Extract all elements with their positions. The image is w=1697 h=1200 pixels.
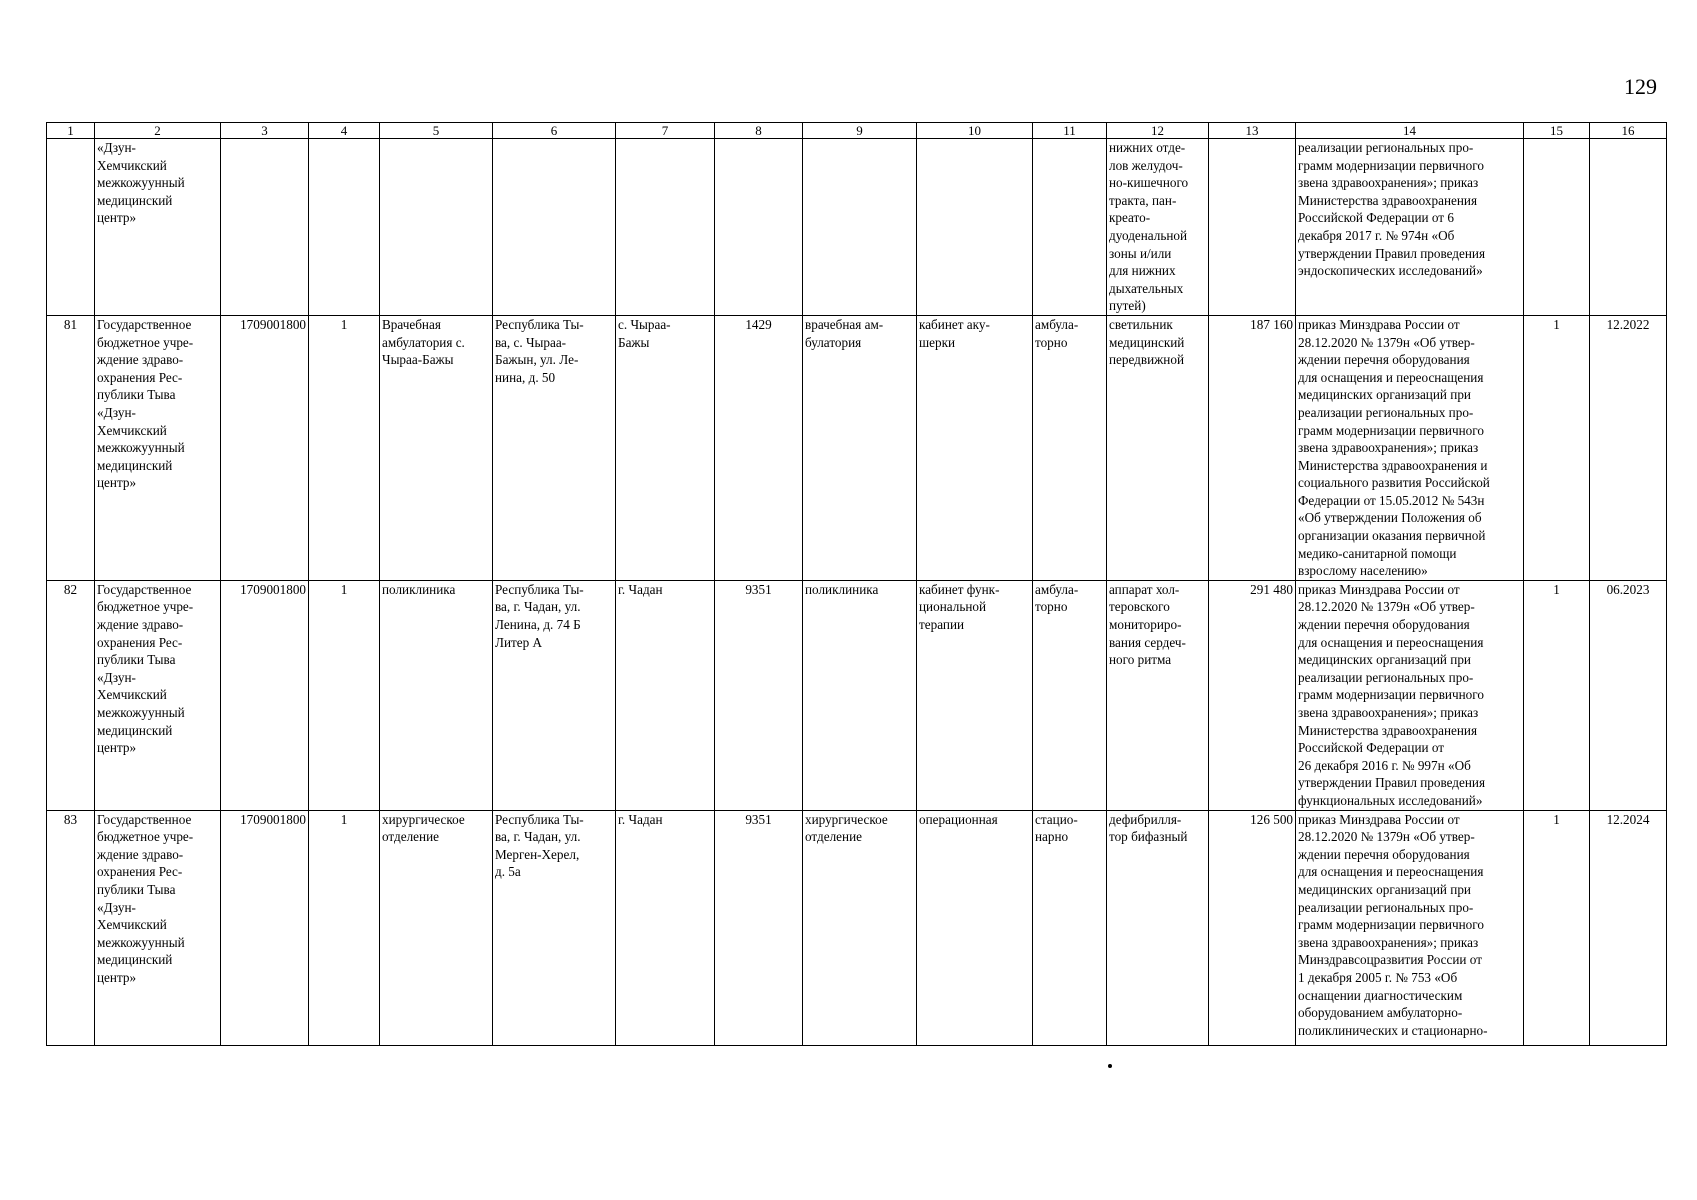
table-header-row	[47, 123, 1667, 139]
quantity	[1524, 139, 1590, 316]
row-number: 82	[47, 580, 95, 810]
column-header: 14	[1296, 123, 1524, 139]
population: 1429	[715, 315, 803, 580]
column-header: 11	[1033, 123, 1107, 139]
column-header: 8	[715, 123, 803, 139]
column-header: 4	[309, 123, 380, 139]
row-number: 81	[47, 315, 95, 580]
room	[917, 139, 1033, 316]
column-header: 10	[917, 123, 1033, 139]
col-4: 1	[309, 315, 380, 580]
address	[493, 139, 616, 316]
address: Республика Ты- ва, г. Чадан, ул. Ленина, д. 74 Б Литер А	[493, 580, 616, 810]
regulation: приказ Минздрава России от 28.12.2020 № 1379н «Об утвер- ждении перечня оборудования для оснащения и переоснащения медицинских организаций при реализации региональных про- грамм модернизации первичного звена здравоохранения»; приказ Минздравсоцразвития России от 1 декабря 2005 г. № 753 «Об оснащении диагностическим оборудованием амбулаторно- поликлинических и стационарно-	[1296, 810, 1524, 1045]
population: 9351	[715, 810, 803, 1045]
care-form: стацио- нарно	[1033, 810, 1107, 1045]
row-number: 83	[47, 810, 95, 1045]
quantity: 1	[1524, 580, 1590, 810]
room: кабинет аку- шерки	[917, 315, 1033, 580]
room: кабинет функ- циональной терапии	[917, 580, 1033, 810]
table-row	[47, 139, 1667, 316]
column-header: 15	[1524, 123, 1590, 139]
regulation: реализации региональных про- грамм модернизации первичного звена здравоохранения»; приказ Министерства здравоохранения Российской Федерации от 6 декабря 2017 г. № 974н «Об утверждении Правил проведения эндоскопических исследований»	[1296, 139, 1524, 316]
table-row	[47, 810, 1667, 1045]
column-header: 16	[1590, 123, 1667, 139]
table-row	[47, 315, 1667, 580]
column-header: 6	[493, 123, 616, 139]
row-number	[47, 139, 95, 316]
price: 187 160	[1209, 315, 1296, 580]
date: 12.2024	[1590, 810, 1667, 1045]
date: 06.2023	[1590, 580, 1667, 810]
settlement: г. Чадан	[616, 580, 715, 810]
column-header: 2	[95, 123, 221, 139]
settlement	[616, 139, 715, 316]
regulation: приказ Минздрава России от 28.12.2020 № 1379н «Об утвер- ждении перечня оборудования для оснащения и переоснащения медицинских организаций при реализации региональных про- грамм модернизации первичного звена здравоохранения»; приказ Министерства здравоохранения и социального развития Российской Федерации от 15.05.2012 № 543н «Об утверждении Положения об организации оказания первичной медико-санитарной помощи взрослому населению»	[1296, 315, 1524, 580]
regulation: приказ Минздрава России от 28.12.2020 № 1379н «Об утвер- ждении перечня оборудования для оснащения и переоснащения медицинских организаций при реализации региональных про- грамм модернизации первичного звена здравоохранения»; приказ Министерства здравоохранения Российской Федерации от 26 декабря 2016 г. № 997н «Об утверждении Правил проведения функциональных исследований»	[1296, 580, 1524, 810]
unit-type: врачебная ам- булатория	[803, 315, 917, 580]
equipment-table	[46, 122, 1667, 1046]
inn: 1709001800	[221, 810, 309, 1045]
care-form	[1033, 139, 1107, 316]
institution-name: Государственное бюджетное учре- ждение здраво- охранения Рес- публики Тыва «Дзун- Хемчикский межкожуунный медицинский центр»	[95, 810, 221, 1045]
col-4	[309, 139, 380, 316]
room: операционная	[917, 810, 1033, 1045]
population	[715, 139, 803, 316]
price: 291 480	[1209, 580, 1296, 810]
column-header: 5	[380, 123, 493, 139]
col-4: 1	[309, 580, 380, 810]
column-header: 7	[616, 123, 715, 139]
care-form: амбула- торно	[1033, 315, 1107, 580]
subdivision: хирургическое отделение	[380, 810, 493, 1045]
equipment: нижних отде- лов желудоч- но-кишечного тракта, пан- креато- дуоденальной зоны и/или для нижних дыхательных путей)	[1107, 139, 1209, 316]
inn: 1709001800	[221, 315, 309, 580]
date	[1590, 139, 1667, 316]
column-header: 9	[803, 123, 917, 139]
page-number: 129	[1624, 74, 1657, 99]
institution-name: «Дзун- Хемчикский межкожуунный медицинский центр»	[95, 139, 221, 316]
care-form: амбула- торно	[1033, 580, 1107, 810]
address: Республика Ты- ва, с. Чыраа- Бажын, ул. Ле- нина, д. 50	[493, 315, 616, 580]
institution-name: Государственное бюджетное учре- ждение здраво- охранения Рес- публики Тыва «Дзун- Хемчикский межкожуунный медицинский центр»	[95, 580, 221, 810]
quantity: 1	[1524, 315, 1590, 580]
equipment: аппарат хол- теровского мониториро- вания сердеч- ного ритма	[1107, 580, 1209, 810]
column-header: 12	[1107, 123, 1209, 139]
col-4: 1	[309, 810, 380, 1045]
subdivision: Врачебная амбулатория с. Чыраа-Бажы	[380, 315, 493, 580]
column-header: 1	[47, 123, 95, 139]
inn: 1709001800	[221, 580, 309, 810]
subdivision: поликлиника	[380, 580, 493, 810]
column-header: 3	[221, 123, 309, 139]
address: Республика Ты- ва, г. Чадан, ул. Мерген-Херел, д. 5а	[493, 810, 616, 1045]
quantity: 1	[1524, 810, 1590, 1045]
subdivision	[380, 139, 493, 316]
unit-type	[803, 139, 917, 316]
price: 126 500	[1209, 810, 1296, 1045]
unit-type: хирургическое отделение	[803, 810, 917, 1045]
table-row	[47, 580, 1667, 810]
equipment: светильник медицинский передвижной	[1107, 315, 1209, 580]
column-header: 13	[1209, 123, 1296, 139]
date: 12.2022	[1590, 315, 1667, 580]
price	[1209, 139, 1296, 316]
settlement: с. Чыраа- Бажы	[616, 315, 715, 580]
equipment: дефибрилля- тор бифазный	[1107, 810, 1209, 1045]
settlement: г. Чадан	[616, 810, 715, 1045]
population: 9351	[715, 580, 803, 810]
inn	[221, 139, 309, 316]
institution-name: Государственное бюджетное учре- ждение здраво- охранения Рес- публики Тыва «Дзун- Хемчикский межкожуунный медицинский центр»	[95, 315, 221, 580]
scan-speck	[1108, 1064, 1112, 1068]
unit-type: поликлиника	[803, 580, 917, 810]
